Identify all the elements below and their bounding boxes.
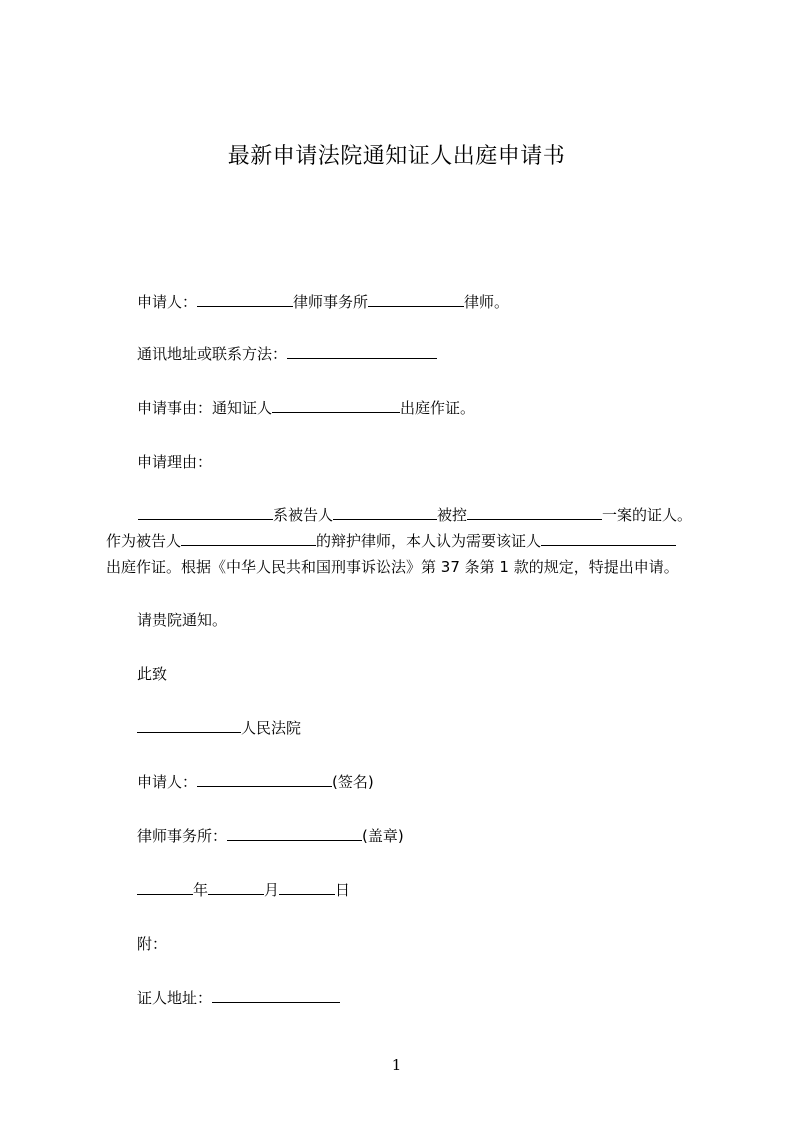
reason-p1-a: 系被告人 [273, 506, 334, 524]
date-line [137, 880, 350, 900]
matter-line [137, 398, 475, 418]
contact-label: 通讯地址或联系方法： [137, 345, 288, 363]
year-text: 年 [193, 881, 209, 899]
request-text: 请贵院通知。 [137, 611, 228, 629]
salutation: 此致 [137, 665, 168, 683]
lawyer-text: 律师。 [464, 293, 510, 311]
document-title: 最新申请法院通知证人出庭申请书 [227, 144, 566, 169]
witness-name-blank-2 [541, 531, 676, 546]
witness-name-blank [272, 398, 400, 413]
court-blank [137, 718, 241, 733]
page-number: 1 [391, 1056, 402, 1074]
law-firm-text: 律师事务所 [293, 293, 369, 311]
sign-firm-label: 律师事务所： [137, 827, 228, 845]
matter-label: 申请事由：通知证人 [137, 399, 273, 417]
year-blank [137, 880, 193, 895]
reason-p2-a: 作为被告人 [106, 532, 182, 550]
witness-blank [138, 505, 273, 520]
court-line [137, 718, 301, 738]
signature-blank [197, 772, 332, 787]
applicant-label: 申请人： [137, 293, 198, 311]
reason-line-1 [106, 502, 700, 528]
sign-note: (签名) [332, 773, 374, 791]
applicant-firm-blank [197, 292, 293, 307]
witness-address-label: 证人地址： [137, 989, 213, 1007]
reason-p2-b: 的辩护律师，本人认为需要该证人 [316, 532, 542, 550]
sign-applicant-line [137, 772, 374, 792]
defendant-name-blank [181, 531, 316, 546]
reason-p1-b: 被控 [437, 506, 468, 524]
seal-note: (盖章) [362, 827, 404, 845]
reason-p1-c: 一案的证人。 [602, 506, 693, 524]
reason-line-3: 出庭作证。根据《中华人民共和国刑事诉讼法》第 37 条第 1 款的规定，特提出申请。 [106, 558, 679, 576]
case-blank [467, 505, 602, 520]
reason-paragraph [106, 502, 700, 580]
month-blank [208, 880, 264, 895]
lawyer-name-blank [368, 292, 464, 307]
reason-line-2 [106, 528, 700, 554]
witness-address-line [137, 988, 340, 1008]
contact-blank [287, 344, 437, 359]
applicant-line [137, 292, 509, 312]
attachment-label: 附： [137, 935, 168, 953]
matter-end: 出庭作证。 [400, 399, 476, 417]
sign-applicant-label: 申请人： [137, 773, 198, 791]
court-text: 人民法院 [241, 719, 302, 737]
reason-label: 申请理由： [137, 453, 213, 471]
sign-firm-line [137, 826, 404, 846]
day-text: 日 [335, 881, 351, 899]
month-text: 月 [264, 881, 280, 899]
contact-line [137, 344, 437, 364]
witness-address-blank [212, 988, 340, 1003]
defendant-blank [333, 505, 437, 520]
seal-blank [227, 826, 362, 841]
day-blank [279, 880, 335, 895]
